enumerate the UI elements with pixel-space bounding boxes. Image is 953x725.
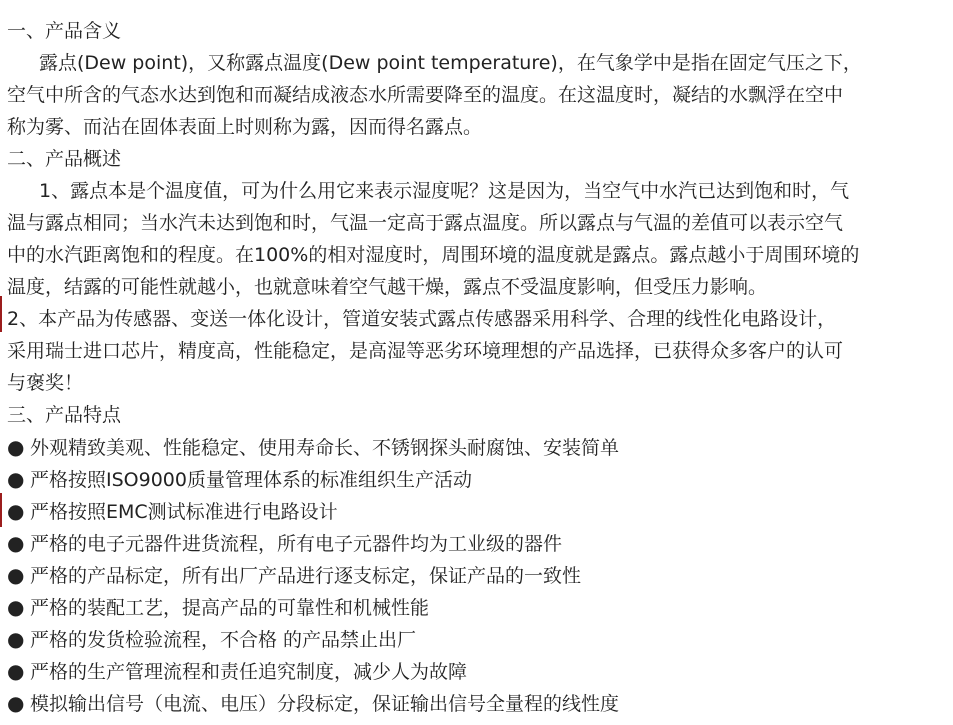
bullet-icon: ● bbox=[7, 563, 25, 587]
bullet-icon: ● bbox=[7, 499, 25, 523]
paragraph-line: 与褒奖！ bbox=[7, 372, 84, 394]
bullet-icon: ● bbox=[7, 435, 25, 459]
list-item bbox=[7, 495, 947, 527]
paragraph-line: 2、本产品为传感器、变送一体化设计，管道安装式露点传感器采用科学、合理的线性化电路设计， bbox=[7, 308, 837, 330]
list-item-text: 严格的发货检验流程，不合格 的产品禁止出厂 bbox=[30, 629, 417, 651]
paragraph-line: 中的水汽距离饱和的程度。在100%的相对湿度时，周围环境的温度就是露点。露点越小于周围环境的 bbox=[7, 244, 860, 266]
paragraph-line: 温与露点相同；当水汽未达到饱和时，气温一定高于露点温度。所以露点与气温的差值可以表示空气 bbox=[7, 212, 844, 234]
paragraph-line: 空气中所含的气态水达到饱和而凝结成液态水所需要降至的温度。在这温度时，凝结的水飘浮在空中 bbox=[7, 84, 844, 106]
list-item-text: 模拟输出信号（电流、电压）分段标定，保证输出信号全量程的线性度 bbox=[30, 693, 620, 715]
paragraph-line: 1、露点本是个温度值，可为什么用它来表示湿度呢？这是因为，当空气中水汽已达到饱和时，气 bbox=[39, 180, 850, 202]
bullet-icon: ● bbox=[7, 531, 25, 555]
paragraph-line bbox=[7, 47, 947, 79]
list-item-text: 严格按照ISO9000质量管理体系的标准组织生产活动 bbox=[30, 469, 472, 491]
left-edge-marker-bottom bbox=[0, 493, 2, 527]
list-item bbox=[7, 623, 947, 655]
list-item-text: 严格的电子元器件进货流程，所有电子元器件均为工业级的器件 bbox=[30, 533, 563, 555]
list-item-text: 严格按照EMC测试标准进行电路设计 bbox=[30, 501, 338, 523]
list-item-text: 严格的装配工艺，提高产品的可靠性和机械性能 bbox=[30, 597, 430, 619]
section-heading-features: 三、产品特点 bbox=[7, 404, 122, 426]
document-body bbox=[7, 15, 947, 719]
left-edge-marker-top bbox=[0, 296, 2, 332]
bullet-icon: ● bbox=[7, 627, 25, 651]
list-item-text: 严格的生产管理流程和责任追究制度，减少人为故障 bbox=[30, 661, 468, 683]
paragraph-line: 采用瑞士进口芯片，精度高，性能稳定，是高湿等恶劣环境理想的产品选择，已获得众多客户的认可 bbox=[7, 340, 844, 362]
section-heading-meaning: 一、产品含义 bbox=[7, 20, 122, 42]
bullet-icon: ● bbox=[7, 659, 25, 683]
paragraph-text: 露点(Dew point)，又称露点温度(Dew point temperature)，在气象学中是指在固定气压之下， bbox=[39, 52, 862, 74]
bullet-icon: ● bbox=[7, 691, 25, 715]
bullet-icon: ● bbox=[7, 595, 25, 619]
list-item bbox=[7, 431, 947, 463]
list-item bbox=[7, 591, 947, 623]
bullet-icon: ● bbox=[7, 467, 25, 491]
paragraph-line: 称为雾、而沾在固体表面上时则称为露，因而得名露点。 bbox=[7, 116, 483, 138]
list-item bbox=[7, 463, 947, 495]
list-item-text: 外观精致美观、性能稳定、使用寿命长、不锈钢探头耐腐蚀、安装简单 bbox=[30, 437, 620, 459]
list-item bbox=[7, 559, 947, 591]
list-item bbox=[7, 527, 947, 559]
paragraph-line: 温度，结露的可能性就越小，也就意味着空气越干燥，露点不受温度影响，但受压力影响。 bbox=[7, 276, 768, 298]
list-item-text: 严格的产品标定，所有出厂产品进行逐支标定，保证产品的一致性 bbox=[30, 565, 582, 587]
section-heading-overview: 二、产品概述 bbox=[7, 148, 122, 170]
list-item bbox=[7, 687, 947, 719]
list-item bbox=[7, 655, 947, 687]
